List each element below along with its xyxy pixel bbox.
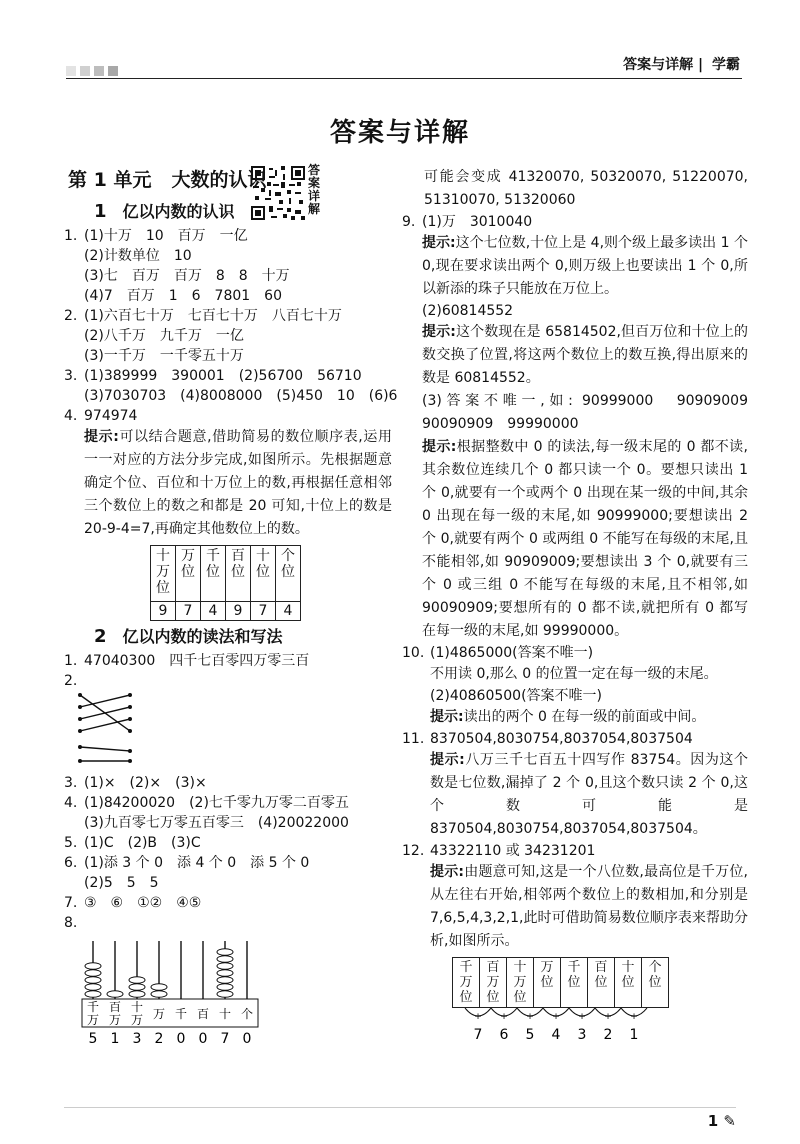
sum-value: 6	[499, 1027, 509, 1043]
answer-4: 4. 974974	[64, 408, 138, 424]
abacus-label: 十	[130, 1000, 144, 1014]
answer-2b: (2)八千万 九千万 一亿	[84, 328, 244, 344]
answer-2-6: 6. (1)添 3 个 0 添 4 个 0 添 5 个 0	[64, 855, 310, 871]
matching-lines-diagram	[74, 691, 154, 767]
answer-1b: (2)计数单位 10	[84, 248, 192, 264]
abacus-label: 千	[86, 1000, 100, 1014]
place-digit: 7	[176, 602, 201, 621]
plus-sign: +	[500, 1012, 508, 1022]
plus-sign: +	[552, 1012, 560, 1022]
place-value-table-2	[452, 957, 669, 1008]
abacus-label: 百	[108, 1000, 122, 1014]
plus-sign: +	[630, 1012, 638, 1022]
place-label: 十 位	[615, 958, 642, 1008]
answer-10-note: 不用读 0,那么 0 的位置一定在每一级的末尾。	[430, 666, 718, 682]
abacus-bead	[217, 956, 233, 963]
abacus-bead	[129, 977, 145, 984]
abacus-bead	[151, 984, 167, 991]
answer-9c: (3)答案不唯一,如: 90999000 90909009 90090909 99990000	[422, 393, 762, 432]
answer-2-2: 2.	[64, 673, 78, 689]
answer-2-1: 1. 47040300 四千七百零四万零三百	[64, 653, 310, 669]
page-title: 答案与详解	[329, 118, 470, 148]
answer-2-4b: (3)九百零七万零五百零三 (4)20022000	[84, 815, 349, 831]
abacus-bead	[85, 984, 101, 991]
unit-name: 大数的认识	[171, 169, 267, 191]
abacus-bead	[217, 977, 233, 984]
abacus-bead	[129, 991, 145, 998]
place-label: 百 位	[588, 958, 615, 1008]
plus-sign: +	[526, 1012, 534, 1022]
answer-10: 10. (1)4865000(答案不唯一)	[402, 645, 594, 661]
abacus-digit: 0	[198, 1031, 208, 1045]
page-number: 1 ✎	[707, 1112, 736, 1130]
unit-heading	[68, 170, 392, 196]
pencil-icon: ✎	[723, 1112, 736, 1130]
place-label: 千 位	[201, 546, 226, 602]
place-label: 万 位	[534, 958, 561, 1008]
sum-value: 4	[551, 1027, 561, 1043]
abacus-label: 千	[174, 1007, 188, 1021]
sum-value: 1	[629, 1027, 639, 1043]
abacus-label: 万	[152, 1007, 166, 1021]
place-label: 千 万 位	[453, 958, 480, 1008]
answer-2c: (3)一千万 一千零五十万	[84, 348, 244, 364]
abacus-bead	[85, 991, 101, 998]
answer-2-3: 3. (1)× (2)× (3)×	[64, 775, 207, 791]
answer-2-8: 8.	[64, 915, 78, 931]
place-digit: 4	[276, 602, 301, 621]
place-label: 十 万 位	[151, 546, 176, 602]
place-label: 十 位	[251, 546, 276, 602]
abacus-label: 十	[218, 1007, 232, 1021]
answer-8-continued: 可能会变成 41320070, 50320070, 51220070, 51310070, 51320060	[424, 169, 748, 208]
answer-10b: (2)40860500(答案不唯一)	[430, 688, 603, 704]
right-column	[402, 166, 762, 1044]
place-label: 百 位	[226, 546, 251, 602]
answer-2-7: 7. ③ ⑥ ①② ④⑤	[64, 895, 202, 911]
answer-1d: (4)7 百万 1 6 7801 60	[84, 288, 282, 304]
unit-number: 第 1 单元	[68, 169, 152, 191]
place-digit: 7	[251, 602, 276, 621]
hint-9-2: 提示:这个数现在是 65814502,但百万位和十位上的数交换了位置,将这两个数位上的数互换,得出原来的数是 60814552。	[422, 324, 748, 386]
abacus-label: 万	[108, 1013, 122, 1027]
abacus-digit: 1	[110, 1031, 120, 1045]
section-heading-1: 1 亿以内数的认识	[94, 201, 235, 222]
place-digit: 4	[201, 602, 226, 621]
header-decoration	[66, 66, 118, 76]
abacus-label: 个	[240, 1007, 254, 1021]
abacus-diagram	[74, 937, 274, 1045]
sum-value: 5	[525, 1027, 535, 1043]
abacus-bead	[85, 963, 101, 970]
abacus-digit: 5	[88, 1031, 98, 1045]
place-label: 千 位	[561, 958, 588, 1008]
page-header	[0, 0, 800, 90]
hint-12: 提示:由题意可知,这是一个八位数,最高位是千万位,从左往右开始,相邻两个数位上的数相加,和分别是 7,6,5,4,3,2,1,此时可借助简易数位顺序表来帮助分析,如图所示。	[430, 864, 748, 949]
answer-9b: (2)60814552	[422, 303, 514, 319]
sum-value: 2	[603, 1027, 613, 1043]
abacus-digit: 0	[242, 1031, 252, 1045]
answer-2-5: 5. (1)C (2)B (3)C	[64, 835, 201, 851]
plus-sign: +	[474, 1012, 482, 1022]
answer-1c: (3)七 百万 百万 8 8 十万	[84, 268, 290, 284]
answer-1: 1. (1)十万 10 百万 一亿	[64, 228, 248, 244]
abacus-bead	[217, 970, 233, 977]
abacus-digit: 2	[154, 1031, 164, 1045]
plus-sign: +	[578, 1012, 586, 1022]
answer-2-4: 4. (1)84200020 (2)七千零九万零二百零五	[64, 795, 349, 811]
header-tag-text: 答案与详解	[623, 57, 694, 73]
answer-9: 9. (1)万 3010040	[402, 214, 533, 230]
place-digit: 9	[226, 602, 251, 621]
abacus-bead	[217, 949, 233, 956]
place-digit: 9	[151, 602, 176, 621]
section-heading-2: 2 亿以内数的读法和写法	[94, 626, 283, 647]
abacus-bead	[85, 977, 101, 984]
abacus-bead	[217, 984, 233, 991]
abacus-label: 百	[196, 1007, 210, 1021]
answer-11: 11. 8370504,8030754,8037054,8037504	[402, 731, 693, 747]
place-label: 个 位	[642, 958, 669, 1008]
abacus-bead	[217, 991, 233, 998]
place-label: 万 位	[176, 546, 201, 602]
answer-2: 2. (1)六百七十万 七百七十万 八百七十万	[64, 308, 342, 324]
footer-rule	[64, 1107, 736, 1108]
place-label: 百 万 位	[480, 958, 507, 1008]
answer-3: 3. (1)389999 390001 (2)56700 56710	[64, 368, 362, 384]
hint-9-3: 提示:根据整数中 0 的读法,每一级末尾的 0 都不读,其余数位连续几个 0 都只读一个 0。要想只读出 1 个 0,就要有一个或两个 0 出现在某一级的中间,其余 0 出现在每一级的末尾,如 90999000;要想读出 2 个 0,就要有两个 0 或两组 0 不能写在每级的末尾,且不能相邻,如 90909009;要想读出 3 个 0,就要有三个 0 或三组 0 不能写在每级的末尾,且不相邻,如 90090909;要想所有的 0 都不读,就把所有 0 都写在每一级的末尾,如 99990000。	[422, 439, 748, 639]
header-rule	[66, 78, 742, 79]
adjacent-sum-diagram	[452, 1008, 672, 1044]
abacus-label: 万	[86, 1013, 100, 1027]
answer-2-6b: (2)5 5 5	[84, 875, 159, 891]
hint-9-1: 提示:这个七位数,十位上是 4,则个级上最多读出 1 个 0,现在要求读出两个 0,则万级上也要读出 1 个 0,所以新添的珠子只能放在万位上。	[422, 235, 748, 297]
place-label: 十 万 位	[507, 958, 534, 1008]
abacus-bead	[151, 991, 167, 998]
abacus-bead	[107, 991, 123, 998]
answer-12: 12. 43322110 或 34231201	[402, 843, 596, 859]
sum-value: 3	[577, 1027, 587, 1043]
qr-label: 答案详解	[308, 163, 321, 216]
abacus-bead	[217, 963, 233, 970]
place-label: 个 位	[276, 546, 301, 602]
place-value-table	[150, 545, 301, 621]
abacus-label: 万	[130, 1013, 144, 1027]
abacus-bead	[85, 970, 101, 977]
sum-value: 7	[473, 1027, 483, 1043]
brand-logo: 学霸	[712, 57, 740, 73]
hint-4: 提示:可以结合题意,借助简易的数位顺序表,运用一一对应的方法分步完成,如图所示。先根据题意确定个位、百位和十万位上的数,再根据任意相邻三个数位上的数之和都是 20 可知,十位上的数是 20-9-4=7,再确定其他数位上的数。	[84, 429, 392, 537]
abacus-digit: 7	[220, 1031, 230, 1045]
abacus-bead	[129, 984, 145, 991]
header-tag: 答案与详解 | 学霸	[617, 54, 740, 74]
hint-11: 提示:八万三千七百五十四写作 83754。因为这个数是七位数,漏掉了 2 个 0,且这个数只读 2 个 0,这个数可能是 8370504,8030754,8037054,8037504。	[430, 752, 748, 837]
hint-10: 提示:读出的两个 0 在每一级的前面或中间。	[430, 709, 706, 725]
abacus-digit: 0	[176, 1031, 186, 1045]
abacus-digit: 3	[132, 1031, 142, 1045]
plus-sign: +	[604, 1012, 612, 1022]
answer-3b: (3)7030703 (4)8008000 (5)450 10 (6)6	[84, 388, 398, 404]
left-column	[64, 163, 398, 1051]
